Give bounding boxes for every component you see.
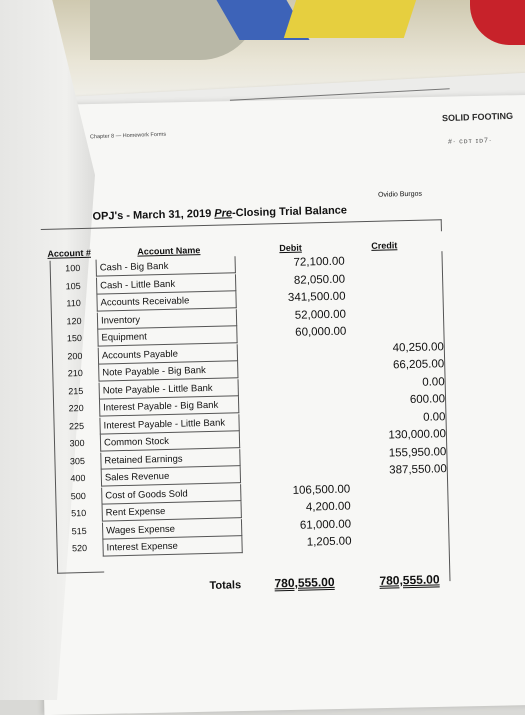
- account-number: 105: [65, 280, 81, 291]
- account-name: Rent Expense: [102, 501, 242, 521]
- fabric-pattern: [470, 0, 525, 45]
- column-header-credit: Credit: [371, 240, 398, 251]
- trial-balance-sheet: [40, 187, 472, 597]
- account-number: 150: [66, 333, 83, 344]
- account-number: 515: [71, 525, 87, 536]
- account-name: Interest Payable - Little Bank: [99, 414, 239, 434]
- account-number: 110: [66, 298, 81, 309]
- debit-amount: 72,100.00: [293, 255, 345, 269]
- account-name: Cost of Goods Sold: [101, 484, 241, 504]
- account-name: Cash - Big Bank: [96, 256, 236, 276]
- ledger-table: [50, 251, 453, 558]
- account-number: 510: [71, 507, 87, 519]
- debit-amount: 60,000.00: [295, 325, 347, 339]
- chapter-label: Chapter 8 — Homework Forms: [89, 131, 167, 141]
- account-name: Wages Expense: [102, 519, 242, 539]
- account-name: Equipment: [97, 326, 237, 346]
- totals-credit: 780,555.00: [379, 572, 440, 588]
- account-name: Note Payable - Big Bank: [98, 361, 238, 381]
- title-pre: Pre: [214, 207, 233, 220]
- credit-amount: 600.00: [409, 393, 446, 407]
- credit-amount: 66,205.00: [392, 358, 445, 372]
- credit-amount: 130,000.00: [388, 428, 447, 442]
- debit-amount: 52,000.00: [294, 308, 347, 322]
- account-number: 220: [68, 402, 84, 414]
- account-name: Accounts Receivable: [96, 291, 236, 311]
- account-number: 210: [67, 368, 83, 379]
- totals-label: Totals: [209, 579, 242, 592]
- title-prefix: OPJ's - March 31, 2019: [92, 207, 215, 223]
- account-name: Interest Payable - Big Bank: [99, 396, 239, 416]
- account-number: 120: [66, 315, 82, 326]
- column-header-account: Account #: [47, 247, 92, 259]
- credit-amount: 40,250.00: [392, 340, 444, 354]
- debit-amount: 82,050.00: [293, 273, 346, 287]
- account-name: Retained Earnings: [100, 449, 240, 469]
- account-number: 305: [69, 455, 86, 466]
- credit-amount: [359, 251, 441, 253]
- account-number: 225: [68, 420, 85, 431]
- credit-amount: 0.00: [422, 375, 445, 389]
- title-suffix: -Closing Trial Balance: [231, 204, 348, 220]
- account-name: Common Stock: [100, 431, 240, 451]
- page-number: #· ᴄᴅᴛ ɪᴅ7·: [447, 137, 493, 146]
- fabric-pattern: [284, 0, 416, 38]
- credit-amount: 0.00: [422, 410, 446, 424]
- author-name: Ovidio Burgos: [377, 190, 423, 199]
- account-number: 400: [70, 472, 86, 484]
- account-name: Accounts Payable: [98, 344, 238, 364]
- solid-footing-label: SOLID FOOTING: [441, 110, 514, 124]
- totals-debit: 780,555.00: [274, 574, 335, 591]
- account-name: Sales Revenue: [101, 466, 241, 486]
- column-header-debit: Debit: [279, 242, 302, 254]
- account-name: Interest Expense: [102, 536, 242, 556]
- debit-amount: 341,500.00: [287, 290, 346, 304]
- sheet-title: [92, 205, 347, 223]
- debit-amount: 61,000.00: [299, 517, 352, 532]
- account-number: 520: [71, 542, 88, 554]
- debit-amount: 106,500.00: [292, 483, 351, 497]
- account-number: 200: [67, 350, 83, 361]
- debit-amount: 4,200.00: [305, 500, 351, 514]
- account-number: 500: [70, 490, 86, 501]
- account-number: 300: [69, 437, 85, 449]
- account-name: Cash - Little Bank: [96, 274, 236, 294]
- debit-amount: 1,205.00: [306, 535, 352, 549]
- account-name: Note Payable - Little Bank: [99, 379, 239, 399]
- column-header-name: Account Name: [137, 245, 201, 257]
- credit-amount: 155,950.00: [388, 445, 447, 460]
- credit-amount: 387,550.00: [389, 463, 447, 477]
- account-number: 215: [68, 385, 84, 396]
- account-name: Inventory: [97, 309, 237, 329]
- account-number: 100: [65, 263, 81, 274]
